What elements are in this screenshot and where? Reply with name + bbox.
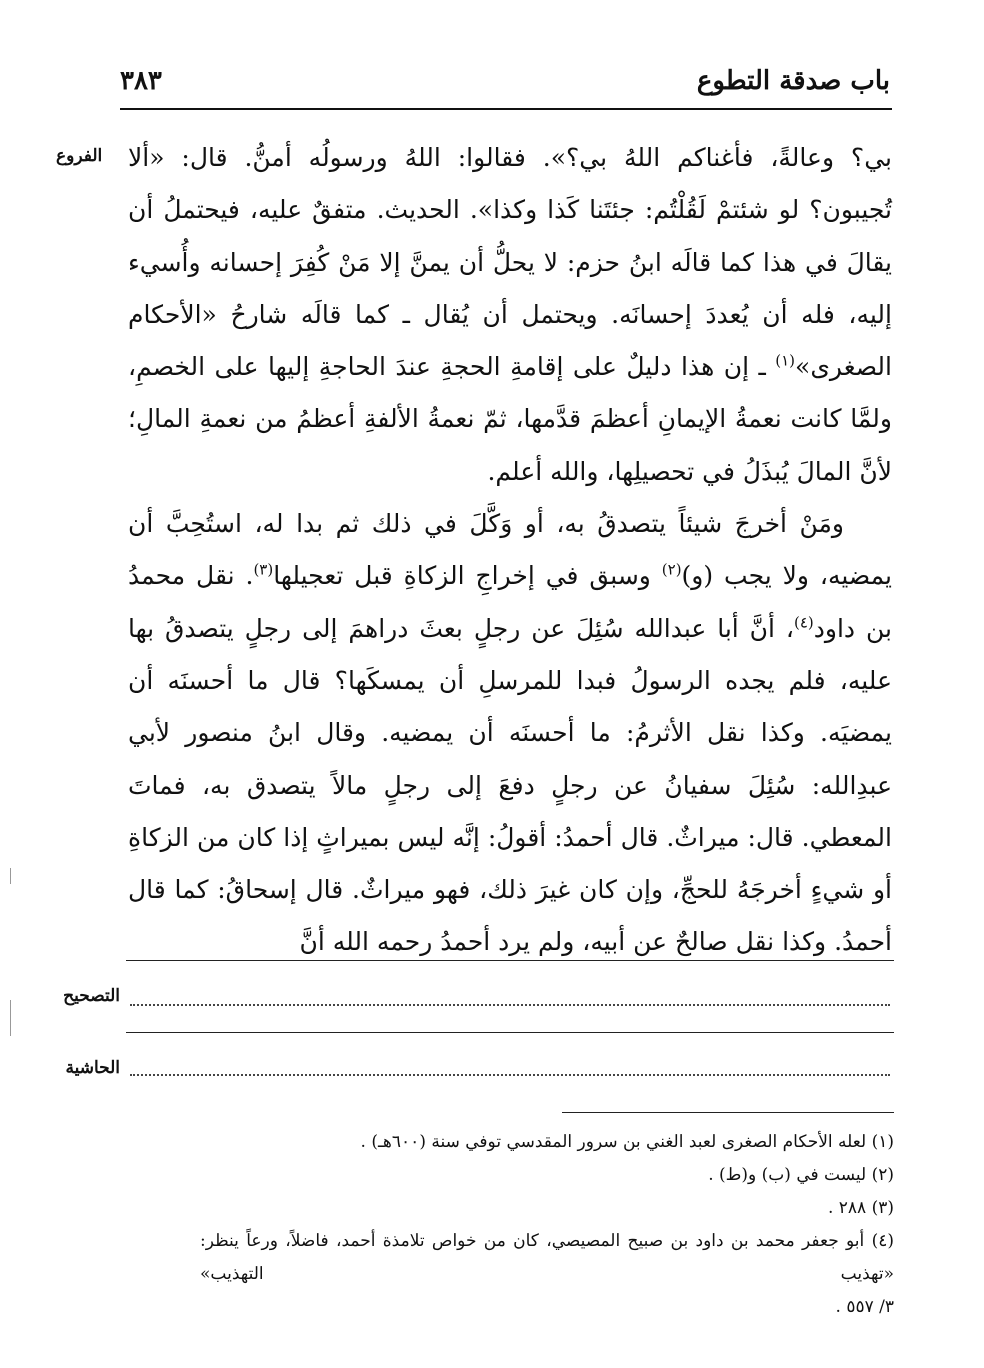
paragraph-2: [128, 498, 892, 969]
paragraph-1-text: بي؟ وعالةً، فأغناكم اللهُ بي؟». فقالوا: اللهُ ورسولُه أمنُّ. قال: «ألا تُجيبون؟ لو شئتمْ لَقُلْتُم: جئتَنا كَذا وكذا». الحديث. متفقٌ عليه، فيحتملُ أن يقالَ في هذا كما قالَه ابنُ حزم: لا يحلُّ أن يمنَّ إلا مَنْ كُفِرَ إحسانه وأُسيء إليه، فله أن يُعددَ إحسانَه. ويحتمل أن يُقال ـ كما قالَه شارحُ «الأحكام الصغرى»: [128, 143, 892, 382]
form-divider-middle: [126, 1032, 894, 1033]
footnote-ref-4: (٤): [794, 613, 814, 632]
header-rule: [120, 108, 892, 110]
correction-field[interactable]: [130, 1004, 890, 1006]
scan-margin-mark-small: [10, 868, 11, 884]
footnote-ref-1: (١): [775, 351, 796, 370]
paragraph-2-part-a: ومَنْ أخرجَ شيئاً يتصدقُ به، أو وَكَّلَ في ذلك ثم بدا له، استُحِبَّ أن يمضيه، ولا يجب (و): [128, 509, 892, 591]
footnote-ref-3: (٣): [253, 561, 274, 580]
paragraph-1: [128, 132, 892, 498]
page-header: [120, 62, 890, 102]
scan-margin-mark: [10, 1000, 11, 1036]
footnote-4-continued: ٣/ ٥٥٧ .: [835, 1297, 894, 1317]
footnote-2: (٢) ليست في (ب) و(ط) .: [708, 1165, 894, 1185]
footnote-rule: [562, 1112, 894, 1113]
chapter-title: باب صدقة التطوع: [696, 66, 890, 96]
footnote-3: (٣) ٢٨٨ .: [827, 1198, 894, 1218]
footnote-4: (٤) أبو جعفر محمد بن داود بن صبيح المصيصي، كان من خواص تلامذة أحمد، فاضلاً، ورعاً ينظر: «تهذيب التهذيب»: [200, 1231, 894, 1284]
paragraph-2-part-c: . نقل محمدُ بن داود: [128, 561, 892, 643]
footnote-ref-2: (٢): [661, 561, 682, 580]
annotation-label: الحاشية: [65, 1058, 120, 1078]
footnote-1: (١) لعله الأحكام الصغرى لعبد الغني بن سرور المقدسي توفي سنة (٦٠٠هـ) .: [360, 1132, 894, 1152]
margin-note: الفروع: [56, 146, 103, 166]
main-text: [128, 132, 892, 969]
page-number: ٣٨٣: [120, 66, 162, 96]
paragraph-2-part-d: ، أنَّ أبا عبدالله سُئِلَ عن رجلٍ بعثَ دراهمَ إلى رجلٍ يتصدقُ بها عليه، فلم يجده الرسولُ فبدا للمرسلِ أن يمسكَها؟ قال ما أحسنَه أن يمضيَه. وكذا نقل الأثرمُ: ما أحسنَه أن يمضيه. وقال ابنُ منصور لأبي عبدِالله: سُئِلَ سفيانُ عن رجلٍ دفعَ إلى رجلٍ مالاً يتصدق به، فماتَ المعطي. قال: ميراثٌ. قال أحمدُ: أقولُ: إنَّه ليس بميراثٍ إذا كان من الزكاةِ أو شيءٍ أخرجَهُ للحجِّ، وإن كان غيرَ ذلك، فهو ميراثٌ. قال إسحاقُ: كما قال أحمدُ. وكذا نقل صالحٌ عن أبيه، ولم يرد أحمدُ رحمه الله أنَّ: [128, 613, 892, 957]
paragraph-1-continued: ـ إن هذا دليلٌ على إقامةِ الحجةِ عندَ الحاجةِ إليها على الخصمِ، ولمَّا كانت نعمةُ الإيمانِ أعظمَ قدَّمها، ثمّ نعمةُ الألفةِ أعظمُ من نعمةِ المالِ؛ لأنَّ المالَ يُبذَلُ في تحصيلِها، والله أعلم.: [128, 352, 892, 486]
footnotes: [200, 1126, 894, 1324]
form-divider-top: [126, 960, 894, 961]
correction-label: التصحيح: [63, 986, 120, 1006]
paragraph-2-part-b: وسبق في إخراجِ الزكاةِ قبل تعجيلها: [273, 561, 662, 591]
annotation-field[interactable]: [130, 1074, 890, 1076]
